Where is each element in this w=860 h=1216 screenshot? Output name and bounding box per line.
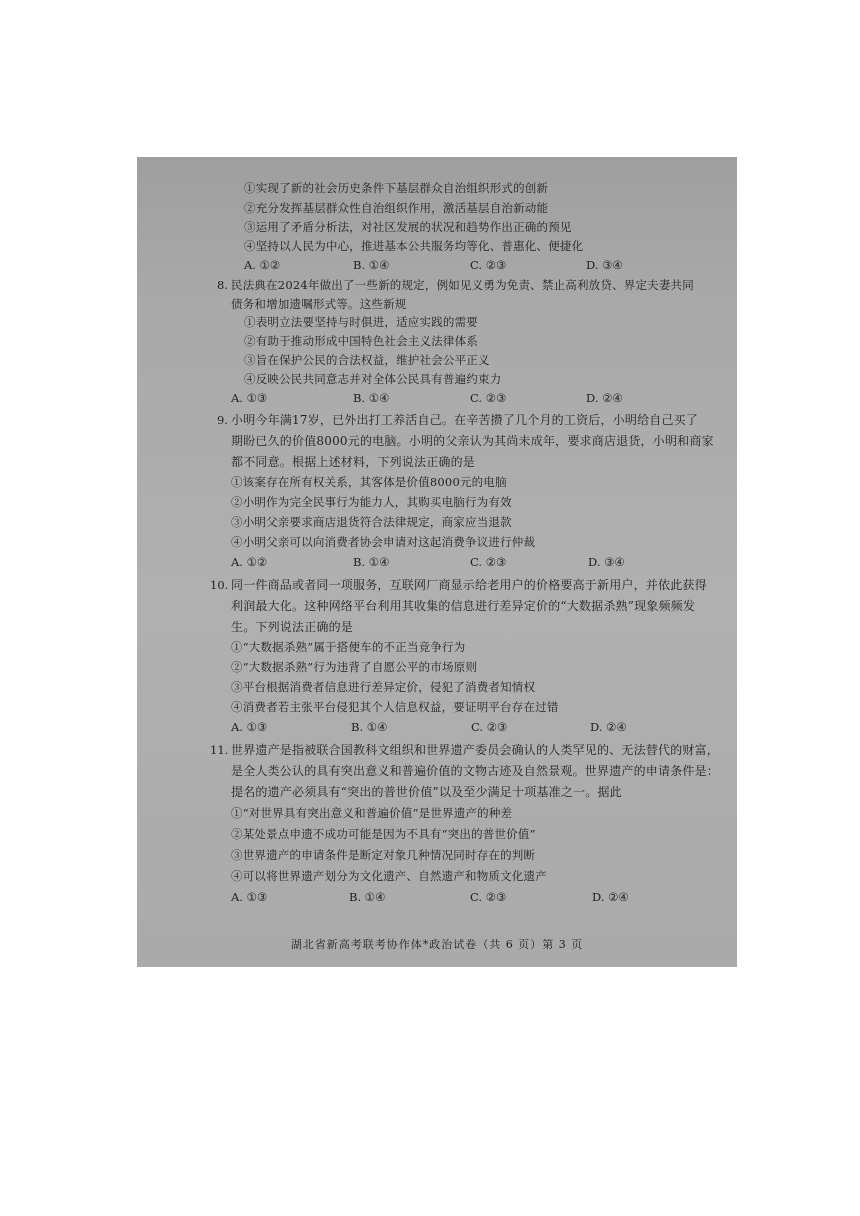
q11-option-b: B. ①④ (349, 890, 386, 904)
q10-stem-1: 同一件商品或者同一项服务，互联网厂商显示给老用户的价格要高于新用户，并依此获得 (231, 578, 707, 592)
q10-stem-3: 生。下列说法正确的是 (231, 620, 354, 634)
q7-option-b: B. ①④ (353, 258, 390, 272)
q8-number: 8. (217, 278, 228, 292)
q9-number: 9. (217, 413, 228, 427)
q9-item-2: ②小明作为完全民事行为能力人，其购买电脑行为有效 (231, 495, 512, 509)
q9-stem-2: 期盼已久的价值8000元的电脑。小明的父亲认为其尚未成年，要求商店退货，小明和商家 (231, 434, 714, 448)
q11-stem-1: 世界遗产是指被联合国教科文组织和世界遗产委员会确认的人类罕见的、无法替代的财富， (231, 743, 720, 757)
q9-item-3: ③小明父亲要求商店退货符合法律规定，商家应当退款 (231, 515, 512, 529)
q7-item-3: ③运用了矛盾分析法，对社区发展的状况和趋势作出正确的预见 (244, 220, 572, 234)
q11-item-4: ④可以将世界遗产划分为文化遗产、自然遗产和物质文化遗产 (231, 869, 547, 883)
q10-item-1: ①“大数据杀熟”属于搭便车的不正当竞争行为 (231, 640, 466, 654)
q8-item-1: ①表明立法要坚持与时俱进，适应实践的需要 (244, 315, 478, 329)
q9-option-d: D. ③④ (588, 555, 625, 569)
q8-stem-1: 民法典在2024年做出了一些新的规定，例如见义勇为免责、禁止高利放贷、界定夫妻共同 (231, 278, 694, 292)
q9-option-c: C. ②③ (470, 555, 507, 569)
q11-number: 11. (210, 743, 229, 757)
q10-option-b: B. ①④ (351, 720, 388, 734)
q11-option-d: D. ②④ (592, 890, 629, 904)
q9-stem-1: 小明今年满17岁，已外出打工养活自己。在辛苦攒了几个月的工资后，小明给自己买了 (231, 413, 699, 427)
q10-item-4: ④消费者若主张平台侵犯其个人信息权益，要证明平台存在过错 (231, 700, 559, 714)
q7-item-1: ①实现了新的社会历史条件下基层群众自治组织形式的创新 (244, 181, 549, 195)
q9-option-b: B. ①④ (353, 555, 390, 569)
q8-option-a: A. ①③ (231, 391, 268, 405)
q7-option-c: C. ②③ (470, 258, 507, 272)
q7-option-d: D. ③④ (586, 258, 623, 272)
q11-option-c: C. ②③ (470, 890, 507, 904)
q9-item-4: ④小明父亲可以向消费者协会申请对这起消费争议进行仲裁 (231, 535, 536, 549)
q8-stem-2: 债务和增加遗嘱形式等。这些新规 (231, 297, 407, 311)
q10-option-a: A. ①③ (231, 720, 268, 734)
q11-item-3: ③世界遗产的申请条件是断定对象几种情况同时存在的判断 (231, 848, 536, 862)
q10-number: 10. (210, 578, 229, 592)
q10-item-2: ②“大数据杀熟”行为违背了自愿公平的市场原则 (231, 660, 478, 674)
q8-option-d: D. ②④ (586, 391, 623, 405)
q10-stem-2: 利润最大化。这种网络平台利用其收集的信息进行差异定价的“大数据杀熟”现象频频发 (231, 599, 696, 613)
page-footer: 湖北省新高考联考协作体*政治试卷（共 6 页）第 3 页 (290, 938, 584, 951)
q11-item-1: ①“对世界具有突出意义和普遍价值”是世界遗产的种差 (231, 806, 513, 820)
q8-item-4: ④反映公民共同意志并对全体公民具有普遍约束力 (244, 372, 502, 386)
q8-item-2: ②有助于推动形成中国特色社会主义法律体系 (244, 334, 478, 348)
q7-item-4: ④坚持以人民为中心，推进基本公共服务均等化、普惠化、便捷化 (244, 239, 584, 253)
q7-option-a: A. ①② (244, 258, 281, 272)
q10-option-d: D. ②④ (590, 720, 627, 734)
q8-item-3: ③旨在保护公民的合法权益，维护社会公平正义 (244, 353, 490, 367)
q10-item-3: ③平台根据消费者信息进行差异定价，侵犯了消费者知情权 (231, 680, 536, 694)
q9-item-1: ①该案存在所有权关系，其客体是价值8000元的电脑 (231, 475, 507, 489)
q9-stem-3: 都不同意。根据上述材料，下列说法正确的是 (231, 455, 476, 469)
q11-option-a: A. ①③ (231, 890, 268, 904)
q11-stem-3: 提名的遗产必须具有“突出的普世价值”以及至少满足十项基准之一。据此 (231, 785, 622, 799)
q8-option-b: B. ①④ (353, 391, 390, 405)
q11-item-2: ②某处景点申遗不成功可能是因为不具有“突出的普世价值” (231, 827, 536, 841)
q9-option-a: A. ①② (231, 555, 268, 569)
q8-option-c: C. ②③ (470, 391, 507, 405)
exam-page-photo (137, 157, 737, 967)
q7-item-2: ②充分发挥基层群众性自治组织作用，激活基层自治新动能 (244, 201, 549, 215)
q11-stem-2: 是全人类公认的具有突出意义和普遍价值的文物古迹及自然景观。世界遗产的申请条件是： (231, 764, 720, 778)
q10-option-c: C. ②③ (471, 720, 508, 734)
